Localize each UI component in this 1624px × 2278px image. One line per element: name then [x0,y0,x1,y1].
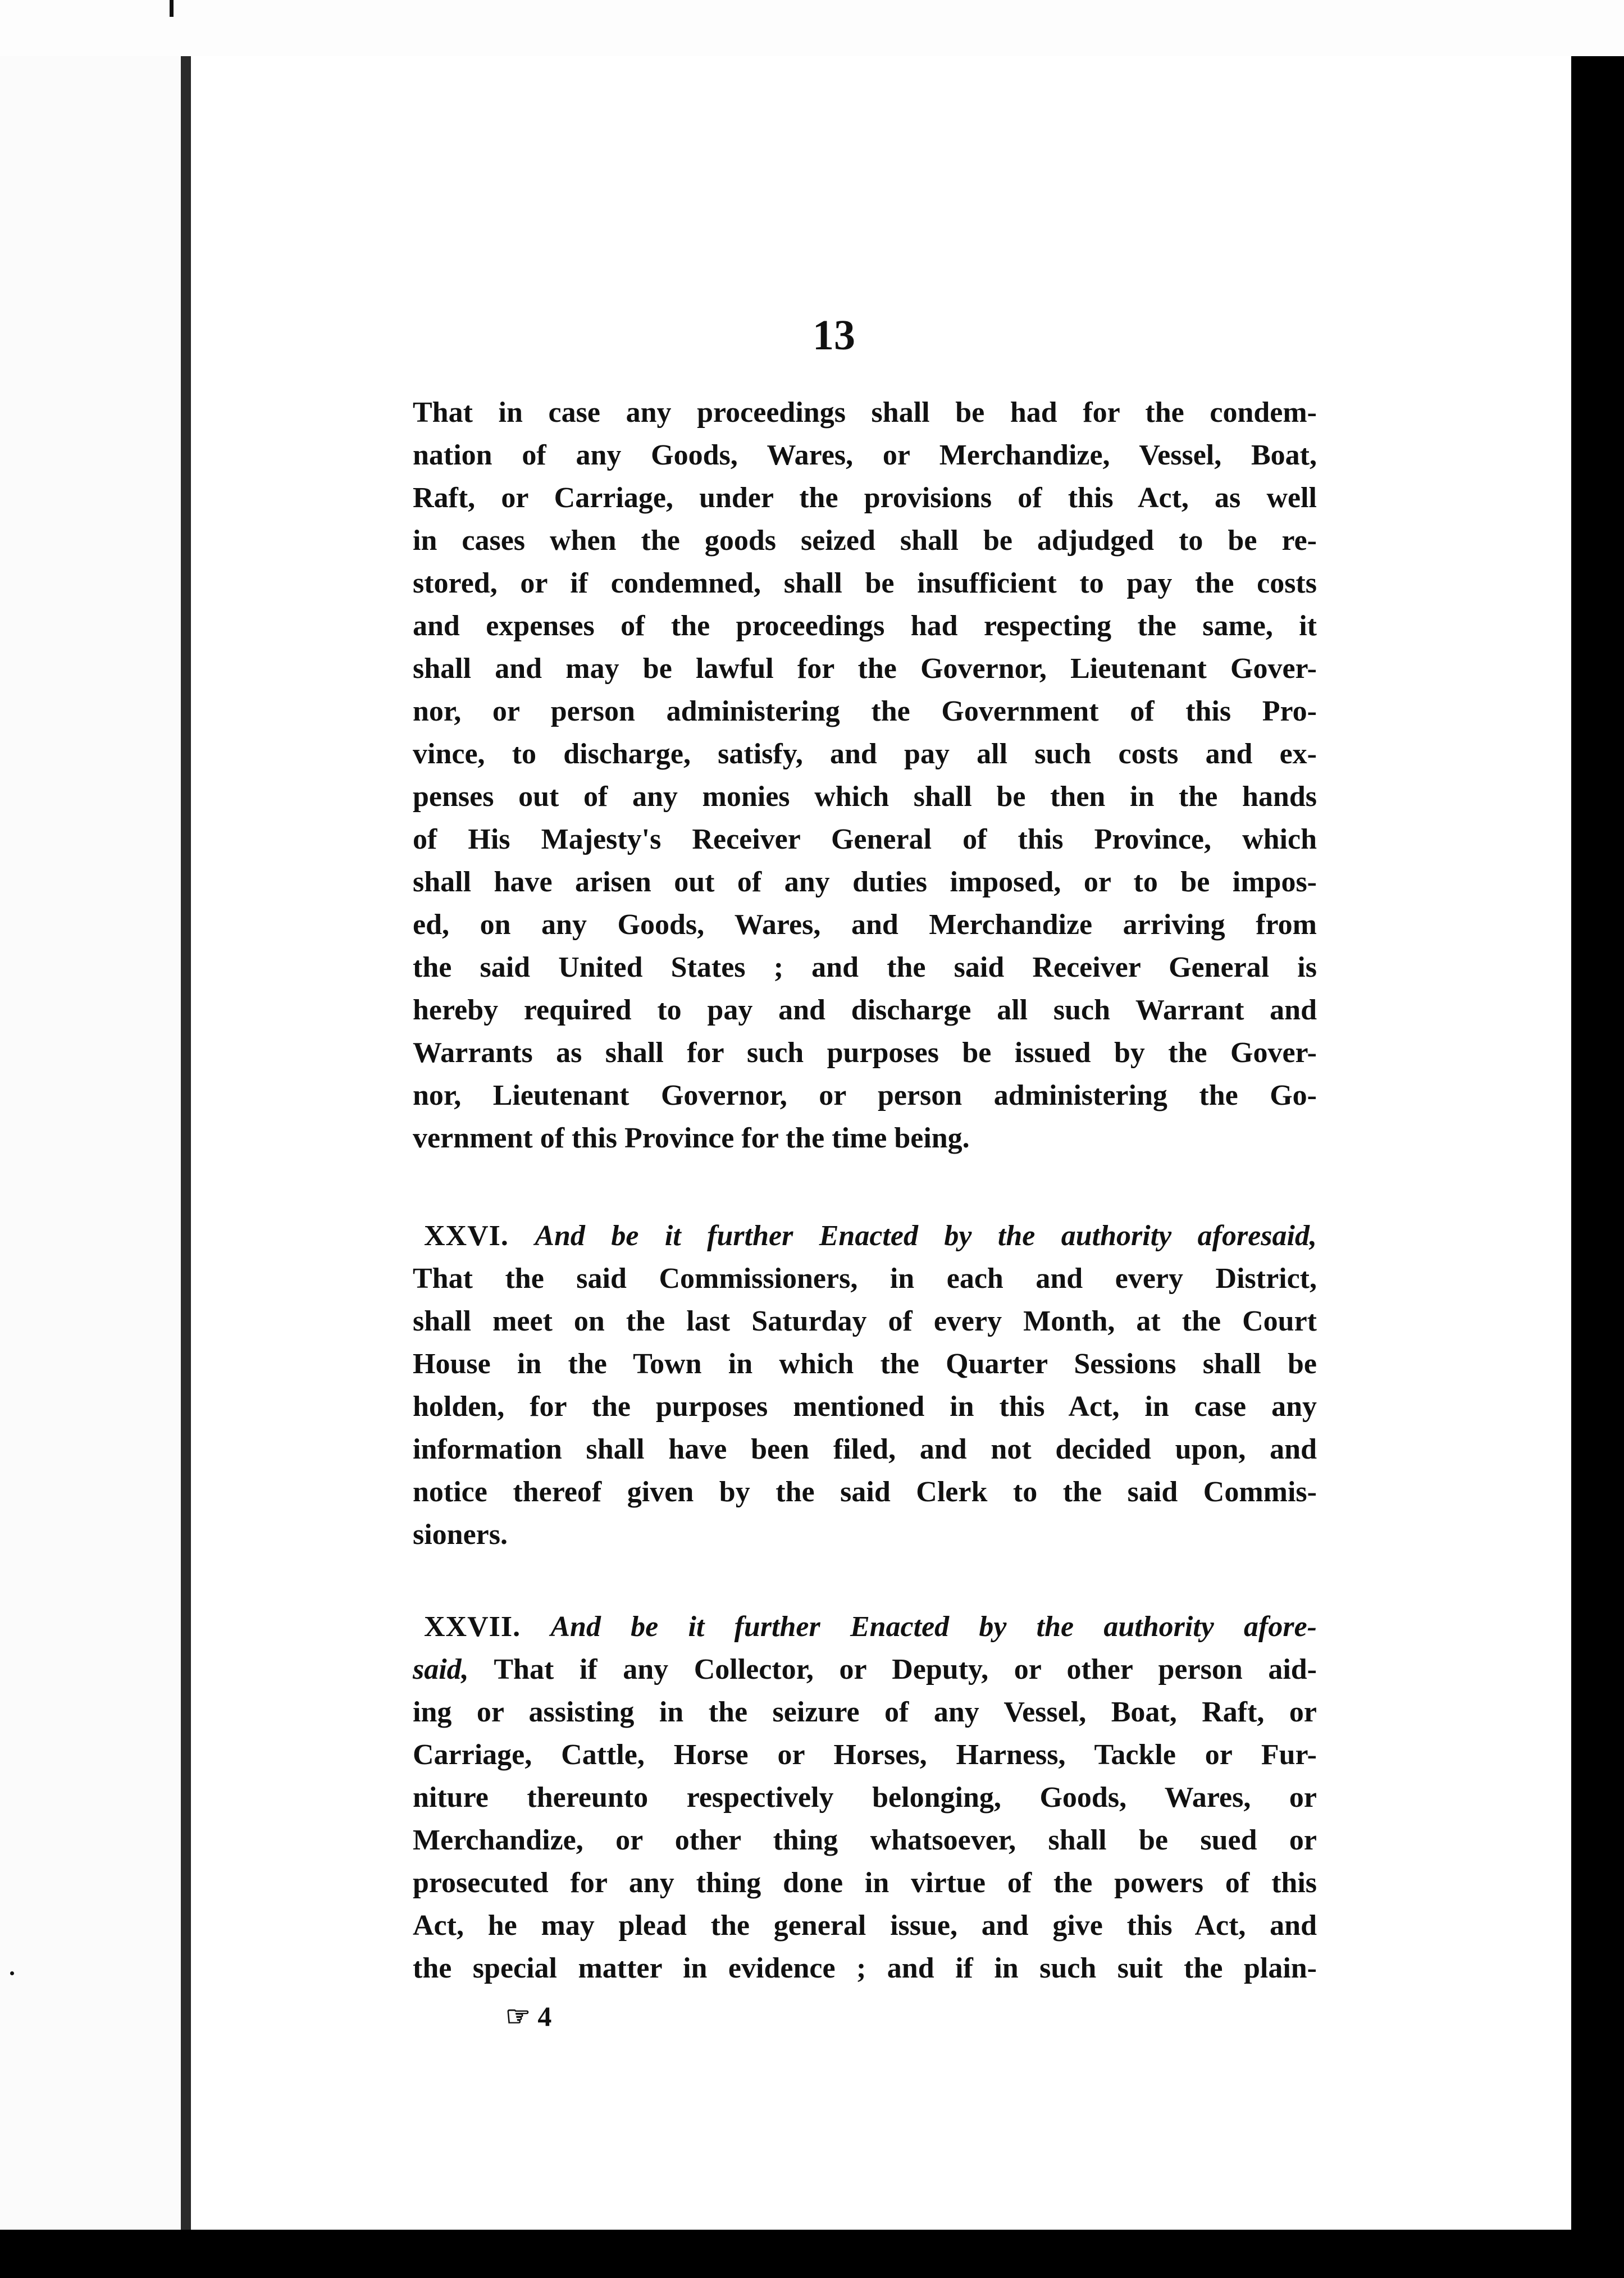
page-gutter [181,56,191,2230]
text-line: stored, or if condemned, shall be insufficient to pay the costs [413,567,1317,599]
text-line: holden, for the purposes mentioned in this Act, in case any [413,1391,1317,1423]
text-line: shall meet on the last Saturday of every Month, at the Court [413,1305,1317,1337]
edge-mark [170,0,174,17]
text-line: House in the Town in which the Quarter Sessions shall be [413,1348,1317,1380]
text-line: vince, to discharge, satisfy, and pay all such costs and ex- [413,738,1317,770]
text-line: of His Majesty's Receiver General of this Province, which [413,823,1317,855]
ink-speck [10,1971,14,1975]
text-line: information shall have been filed, and not decided upon, and [413,1433,1317,1465]
text-line: nor, Lieutenant Governor, or person administering the Go- [413,1079,1317,1111]
text-line: and expenses of the proceedings had respecting the same, it [413,610,1317,642]
text-line: ed, on any Goods, Wares, and Merchandize arriving from [413,909,1317,941]
text-line: Carriage, Cattle, Horse or Horses, Harness, Tackle or Fur- [413,1739,1317,1771]
text-line [413,1650,1317,1689]
text-line: the said United States ; and the said Receiver General is [413,951,1317,983]
signature-mark [505,1997,551,2036]
section-numeral: XXVI. [424,1220,509,1252]
text-line: niture thereunto respectively belonging, Goods, Wares, or [413,1782,1317,1814]
previous-page-edge [0,0,1624,56]
text-line: That the said Commissioners, in each and every District, [413,1263,1317,1295]
text-line: That in case any proceedings shall be had for the condem- [413,397,1317,429]
text-line: sioners. [413,1519,508,1551]
text-line: shall and may be lawful for the Governor, Lieutenant Gover- [413,653,1317,685]
enacting-clause-end: said, [413,1653,469,1685]
text-line: in cases when the goods seized shall be adjudged to be re- [413,525,1317,557]
text-line: Merchandize, or other thing whatsoever, shall be sued or [413,1824,1317,1856]
text-line-rest: That if any Collector, or Deputy, or other person aid- [494,1653,1317,1685]
text-line: shall have arisen out of any duties imposed, or to be impos- [413,866,1317,898]
document-page [191,56,1571,2230]
blank-left-page [0,56,181,2230]
text-line: penses out of any monies which shall be then in the hands [413,781,1317,813]
text-line: Raft, or Carriage, under the provisions of this Act, as well [413,482,1317,514]
section-heading-line [424,1607,1317,1647]
enacting-clause: And be it further Enacted by the authority aforesaid, [535,1220,1317,1252]
enacting-clause: And be it further Enacted by the authority afore- [550,1611,1317,1643]
text-line: nation of any Goods, Wares, or Merchandize, Vessel, Boat, [413,439,1317,471]
text-line: Warrants as shall for such purposes be issued by the Gover- [413,1037,1317,1069]
section-numeral: XXVII. [424,1611,521,1643]
text-line: notice thereof given by the said Clerk to the said Commis- [413,1476,1317,1508]
text-line: Act, he may plead the general issue, and give this Act, and [413,1910,1317,1942]
text-line: vernment of this Province for the time being. [413,1122,970,1154]
page-number: 13 [813,312,855,359]
signature-number: 4 [537,2001,552,2032]
text-line: nor, or person administering the Government of this Pro- [413,695,1317,727]
section-heading-line [424,1217,1317,1256]
text-line: hereby required to pay and discharge all such Warrant and [413,994,1317,1026]
text-line: the special matter in evidence ; and if in such suit the plain- [413,1952,1317,1984]
pointing-hand-icon: ☞ [505,2001,531,2032]
text-line: prosecuted for any thing done in virtue of the powers of this [413,1867,1317,1899]
text-line: ing or assisting in the seizure of any Vessel, Boat, Raft, or [413,1696,1317,1728]
